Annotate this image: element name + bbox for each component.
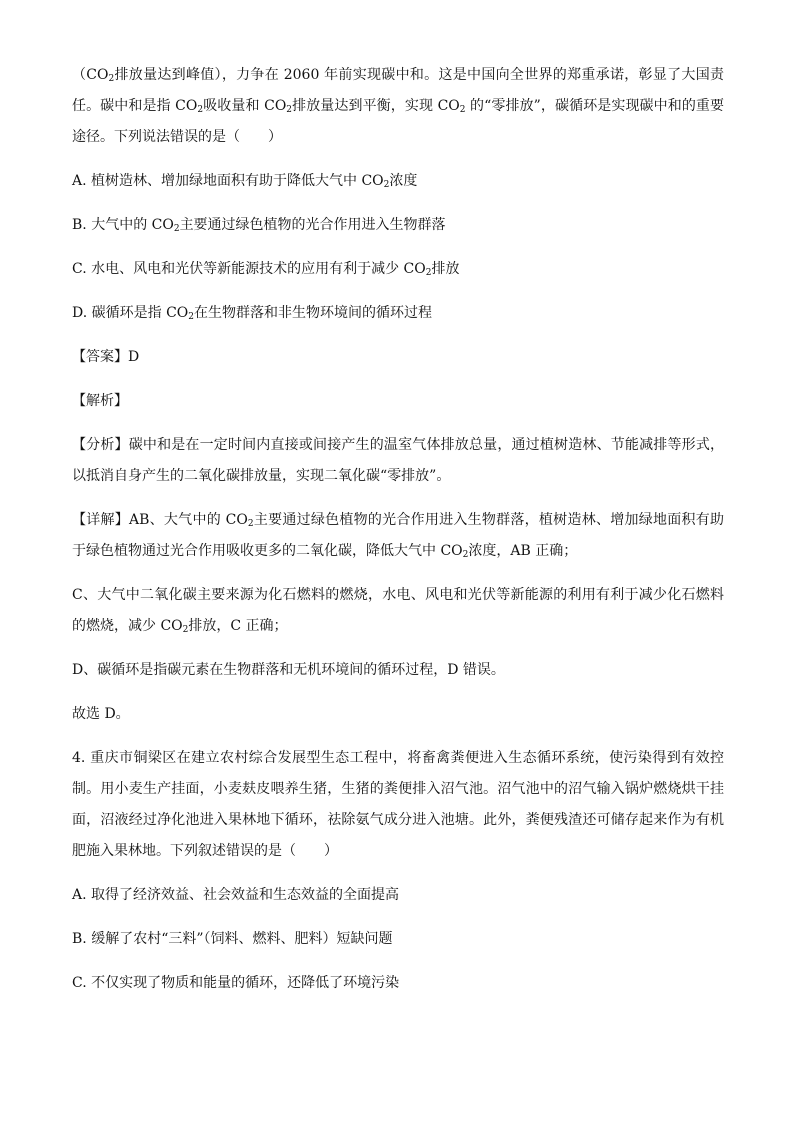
subscript: 2 [383,180,390,190]
q4-option-c: C. 不仅实现了物质和能量的循环，还降低了环境污染 [72,975,400,991]
conclusion: 故选 D。 [72,706,130,722]
option-c [72,254,724,285]
xiangjie-text: 主要通过绿色植物的光合作用进入生物群落，植树造林、增加绿地面积有助于绿色植物通过光合作用吸收更多的二氧化碳，降低大气中 CO [72,512,724,559]
option-a [72,166,724,197]
subscript: 2 [459,105,466,115]
stem-text: 排放量达到平衡，实现 CO [292,98,460,114]
analysis-label: 【解析】 [72,393,128,409]
option-b [72,210,724,241]
stem-text: 排放量达到峰值），力争在 2060 年前实现碳中和。这是中国向全世界的郑重承诺，彰显了大国责任。碳中和是指 CO [72,67,724,114]
analysis-c-text: 排放，C 正确； [188,618,288,634]
analysis-d: D、碳循环是指碳元素在生物群落和无机环境间的循环过程，D 错误。 [72,662,505,678]
q4-option-a: A. 取得了经济效益、社会效益和生态效益的全面提高 [72,887,400,903]
option-d [72,298,724,329]
subscript: 2 [173,224,180,234]
stem-text: 吸收量和 CO [203,98,287,114]
subscript: 2 [108,74,115,84]
subscript: 2 [247,519,254,529]
option-text: 在生物群落和非生物环境间的循环过程 [194,305,432,321]
xiangjie-text: 【详解】AB、大气中的 CO [72,512,248,528]
analysis-xiangjie [72,505,724,567]
xiangjie-text: 浓度，AB 正确； [468,543,578,559]
subscript: 2 [462,550,469,560]
subscript: 2 [197,105,204,115]
stem-text: 的“零排放”，碳循环是实现碳中和的重要途径。下列说法错误的是（ ） [72,98,725,145]
answer-line: 【答案】D [72,349,140,365]
analysis-c-text: C、大气中二氧化碳主要来源为化石燃料的燃烧，水电、风电和光伏等新能源的利用有利于减少化石燃料的燃烧，减少 CO [72,587,724,634]
option-text: 浓度 [389,173,418,189]
subscript: 2 [188,312,194,322]
stem-text: （CO [72,67,109,83]
document-page [72,60,724,999]
option-text: 主要通过绿色植物的光合作用进入生物群落 [179,217,446,233]
subscript: 2 [286,105,293,115]
option-text: 排放 [431,261,460,277]
option-text: B. 大气中的 CO [72,217,174,233]
question4-stem: 4. 重庆市铜梁区在建立农村综合发展型生态工程中，将畜禽粪便进入生态循环系统，使污染得到有效控制。用小麦生产挂面，小麦麸皮喂养生猪，生猪的粪便排入沼气池。沼气池中的沼气输入锅炉燃烧烘干挂面，沼液经过净化池进入果林地下循环，祛除氨气成分进入池塘。此外，粪便残渣还可储存起来作为有机肥施入果林地。下列叙述错误的是（ ） [72,750,724,859]
subscript: 2 [182,625,189,635]
option-text: C. 水电、风电和光伏等新能源技术的应用有利于减少 CO [72,261,426,277]
option-text: D. 碳循环是指 CO [72,305,189,321]
analysis-fenxi: 【分析】碳中和是在一定时间内直接或间接产生的温室气体排放总量，通过植树造林、节能减排等形式，以抵消自身产生的二氧化碳排放量，实现二氧化碳“零排放”。 [72,437,724,484]
analysis-c [72,580,724,642]
option-text: A. 植树造林、增加绿地面积有助于降低大气中 CO [72,173,384,189]
question3-stem [72,60,724,153]
subscript: 2 [425,268,432,278]
q4-option-b: B. 缓解了农村“三料”（饲料、燃料、肥料）短缺问题 [72,931,393,947]
